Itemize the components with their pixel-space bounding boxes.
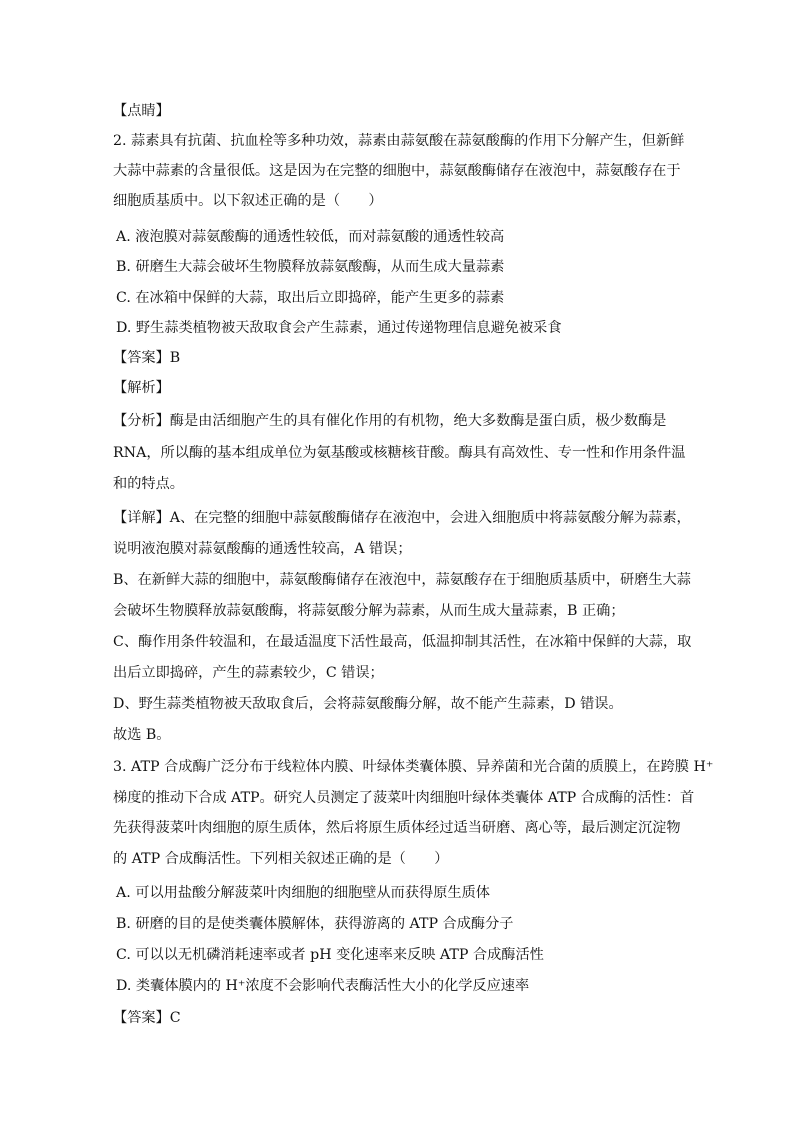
q2-detail-line-1: 【详解】A、在完整的细胞中蒜氨酸酶储存在液泡中，会进入细胞质中将蒜氨酸分解为蒜素， [113, 510, 691, 526]
q3-answer: 【答案】C [113, 1010, 181, 1026]
q2-detail-line-4: 会破坏生物膜释放蒜氨酸酶，将蒜氨酸分解为蒜素，从而生成大量蒜素，B 正确； [113, 603, 625, 619]
q3-stem-line-2: 梯度的推动下合成 ATP。研究人员测定了菠菜叶肉细胞叶绿体类囊体 ATP 合成酶的活性：首 [113, 790, 695, 806]
q2-detail-line-6: 出后立即捣碎，产生的蒜素较少，C 错误； [113, 665, 384, 681]
dianjing-heading: 【点睛】 [113, 103, 170, 119]
q2-detail-line-7: D、野生蒜类植物被天敌取食后，会将蒜氨酸酶分解，故不能产生蒜素，D 错误。 [113, 696, 623, 712]
q2-detail-line-8: 故选 B。 [113, 727, 171, 743]
q2-stem-line-2: 大蒜中蒜素的含量很低。这是因为在完整的细胞中，蒜氨酸酶储存在液泡中，蒜氨酸存在于 [113, 163, 681, 179]
q2-detail-line-2: 说明液泡膜对蒜氨酸酶的通透性较高，A 错误； [113, 541, 412, 557]
q3-option-d: D. 类囊体膜内的 H⁺浓度不会影响代表酶活性大小的化学反应速率 [116, 978, 530, 994]
q2-analysis-heading: 【解析】 [113, 380, 170, 396]
q3-option-b: B. 研磨的目的是使类囊体膜解体，获得游离的 ATP 合成酶分子 [116, 916, 514, 932]
q2-analysis-line-2: RNA，所以酶的基本组成单位为氨基酸或核糖核苷酸。酶具有高效性、专一性和作用条件温 [113, 445, 686, 461]
q2-option-b: B. 研磨生大蒜会破坏生物膜释放蒜氨酸酶，从而生成大量蒜素 [116, 259, 505, 275]
q2-detail-line-3: B、在新鲜大蒜的细胞中，蒜氨酸酶储存在液泡中，蒜氨酸存在于细胞质基质中，研磨生大蒜 [113, 572, 691, 588]
q2-option-c: C. 在冰箱中保鲜的大蒜，取出后立即捣碎，能产生更多的蒜素 [116, 290, 505, 306]
q2-analysis-line-1: 【分析】酶是由活细胞产生的具有催化作用的有机物，绝大多数酶是蛋白质，极少数酶是 [113, 413, 667, 429]
q2-stem-line-1: 2. 蒜素具有抗菌、抗血栓等多种功效，蒜素由蒜氨酸在蒜氨酸酶的作用下分解产生，但新鲜 [113, 133, 685, 149]
q2-stem-line-3: 细胞质基质中。以下叙述正确的是（ ） [113, 193, 383, 209]
q2-detail-line-5: C、酶作用条件较温和，在最适温度下活性最高，低温抑制其活性，在冰箱中保鲜的大蒜，取 [113, 634, 692, 650]
q2-option-a: A. 液泡膜对蒜氨酸酶的通透性较低，而对蒜氨酸的通透性较高 [116, 229, 505, 245]
q2-answer: 【答案】B [113, 350, 181, 366]
q3-stem-line-4: 的 ATP 合成酶活性。下列相关叙述正确的是（ ） [113, 851, 449, 867]
q3-option-c: C. 可以以无机磷消耗速率或者 pH 变化速率来反映 ATP 合成酶活性 [116, 947, 544, 963]
q2-option-d: D. 野生蒜类植物被天敌取食会产生蒜素，通过传递物理信息避免被采食 [116, 320, 562, 336]
q2-analysis-line-3: 和的特点。 [113, 476, 184, 492]
q3-stem-line-3: 先获得菠菜叶肉细胞的原生质体，然后将原生质体经过适当研磨、离心等，最后测定沉淀物 [113, 820, 681, 836]
q3-option-a: A. 可以用盐酸分解菠菜叶肉细胞的细胞壁从而获得原生质体 [116, 885, 490, 901]
q3-stem-line-1: 3. ATP 合成酶广泛分布于线粒体内膜、叶绿体类囊体膜、异养菌和光合菌的质膜上，在跨膜 H⁺ [113, 759, 714, 775]
